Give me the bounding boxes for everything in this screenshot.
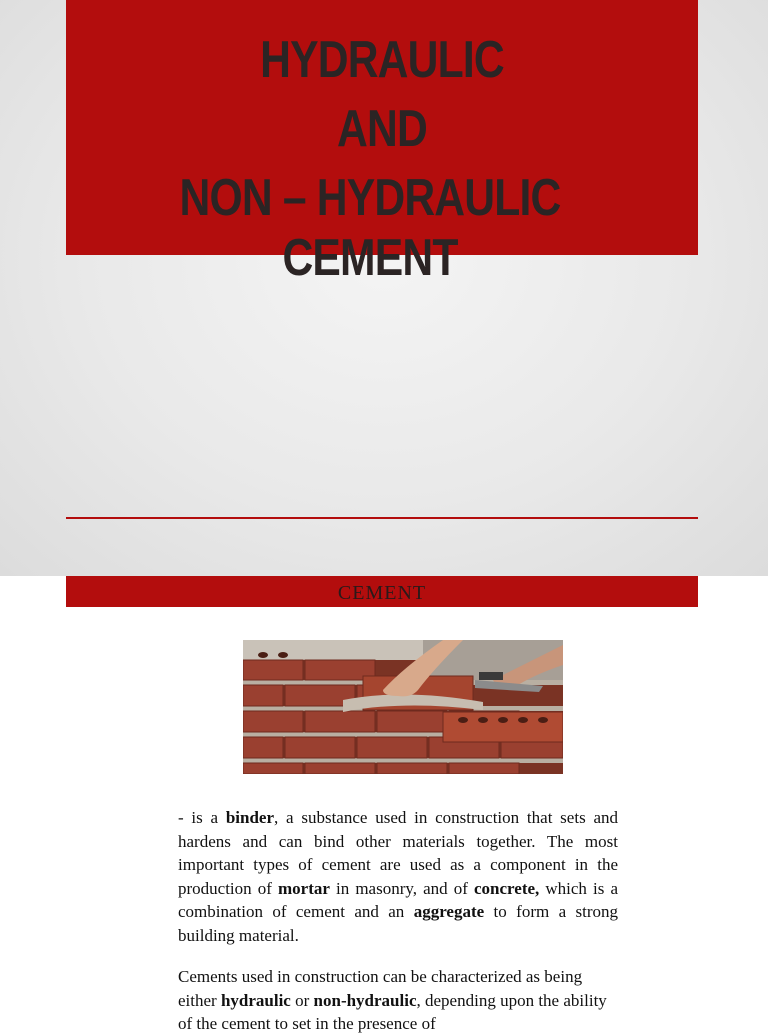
types-paragraph — [178, 965, 618, 1036]
para1-seg-3: mortar — [278, 878, 330, 898]
para1-seg-1: binder — [225, 808, 275, 827]
para2-seg-0: Cements used in construction can be characterized as being either — [178, 967, 583, 1010]
para2-seg-3: non-hydraulic — [313, 990, 417, 1010]
para1-seg-5: concrete, — [474, 878, 540, 898]
section-header: CEMENT — [337, 582, 427, 604]
para1-seg-0: - is a — [178, 808, 226, 827]
title-box — [66, 0, 698, 287]
section-header-bar — [66, 576, 698, 607]
divider-rule — [66, 517, 698, 519]
para1-seg-6: which is a combination of cement and an — [178, 878, 618, 921]
para2-seg-1: hydraulic — [220, 990, 291, 1010]
title-line-2: AND — [337, 100, 427, 158]
bricklaying-photo — [243, 640, 563, 774]
para1-seg-7: aggregate — [413, 902, 485, 921]
para1-seg-8: to form a strong building material. — [178, 902, 618, 945]
para2-seg-2: or — [290, 990, 314, 1010]
title-line-1: HYDRAULIC — [260, 31, 504, 89]
para1-seg-4: in masonry, and of — [329, 878, 474, 898]
content-slide — [0, 576, 768, 1033]
title-line-3: NON – HYDRAULIC CEMENT — [179, 169, 561, 287]
definition-paragraph — [178, 806, 618, 947]
para2-seg-4: , depending upon the ability of the cement to set in the presence of — [178, 990, 607, 1033]
para1-seg-2: , a substance used in construction that sets and hardens and can bind other materials together. The most important types of cement are used as a component in the production of — [178, 808, 618, 898]
